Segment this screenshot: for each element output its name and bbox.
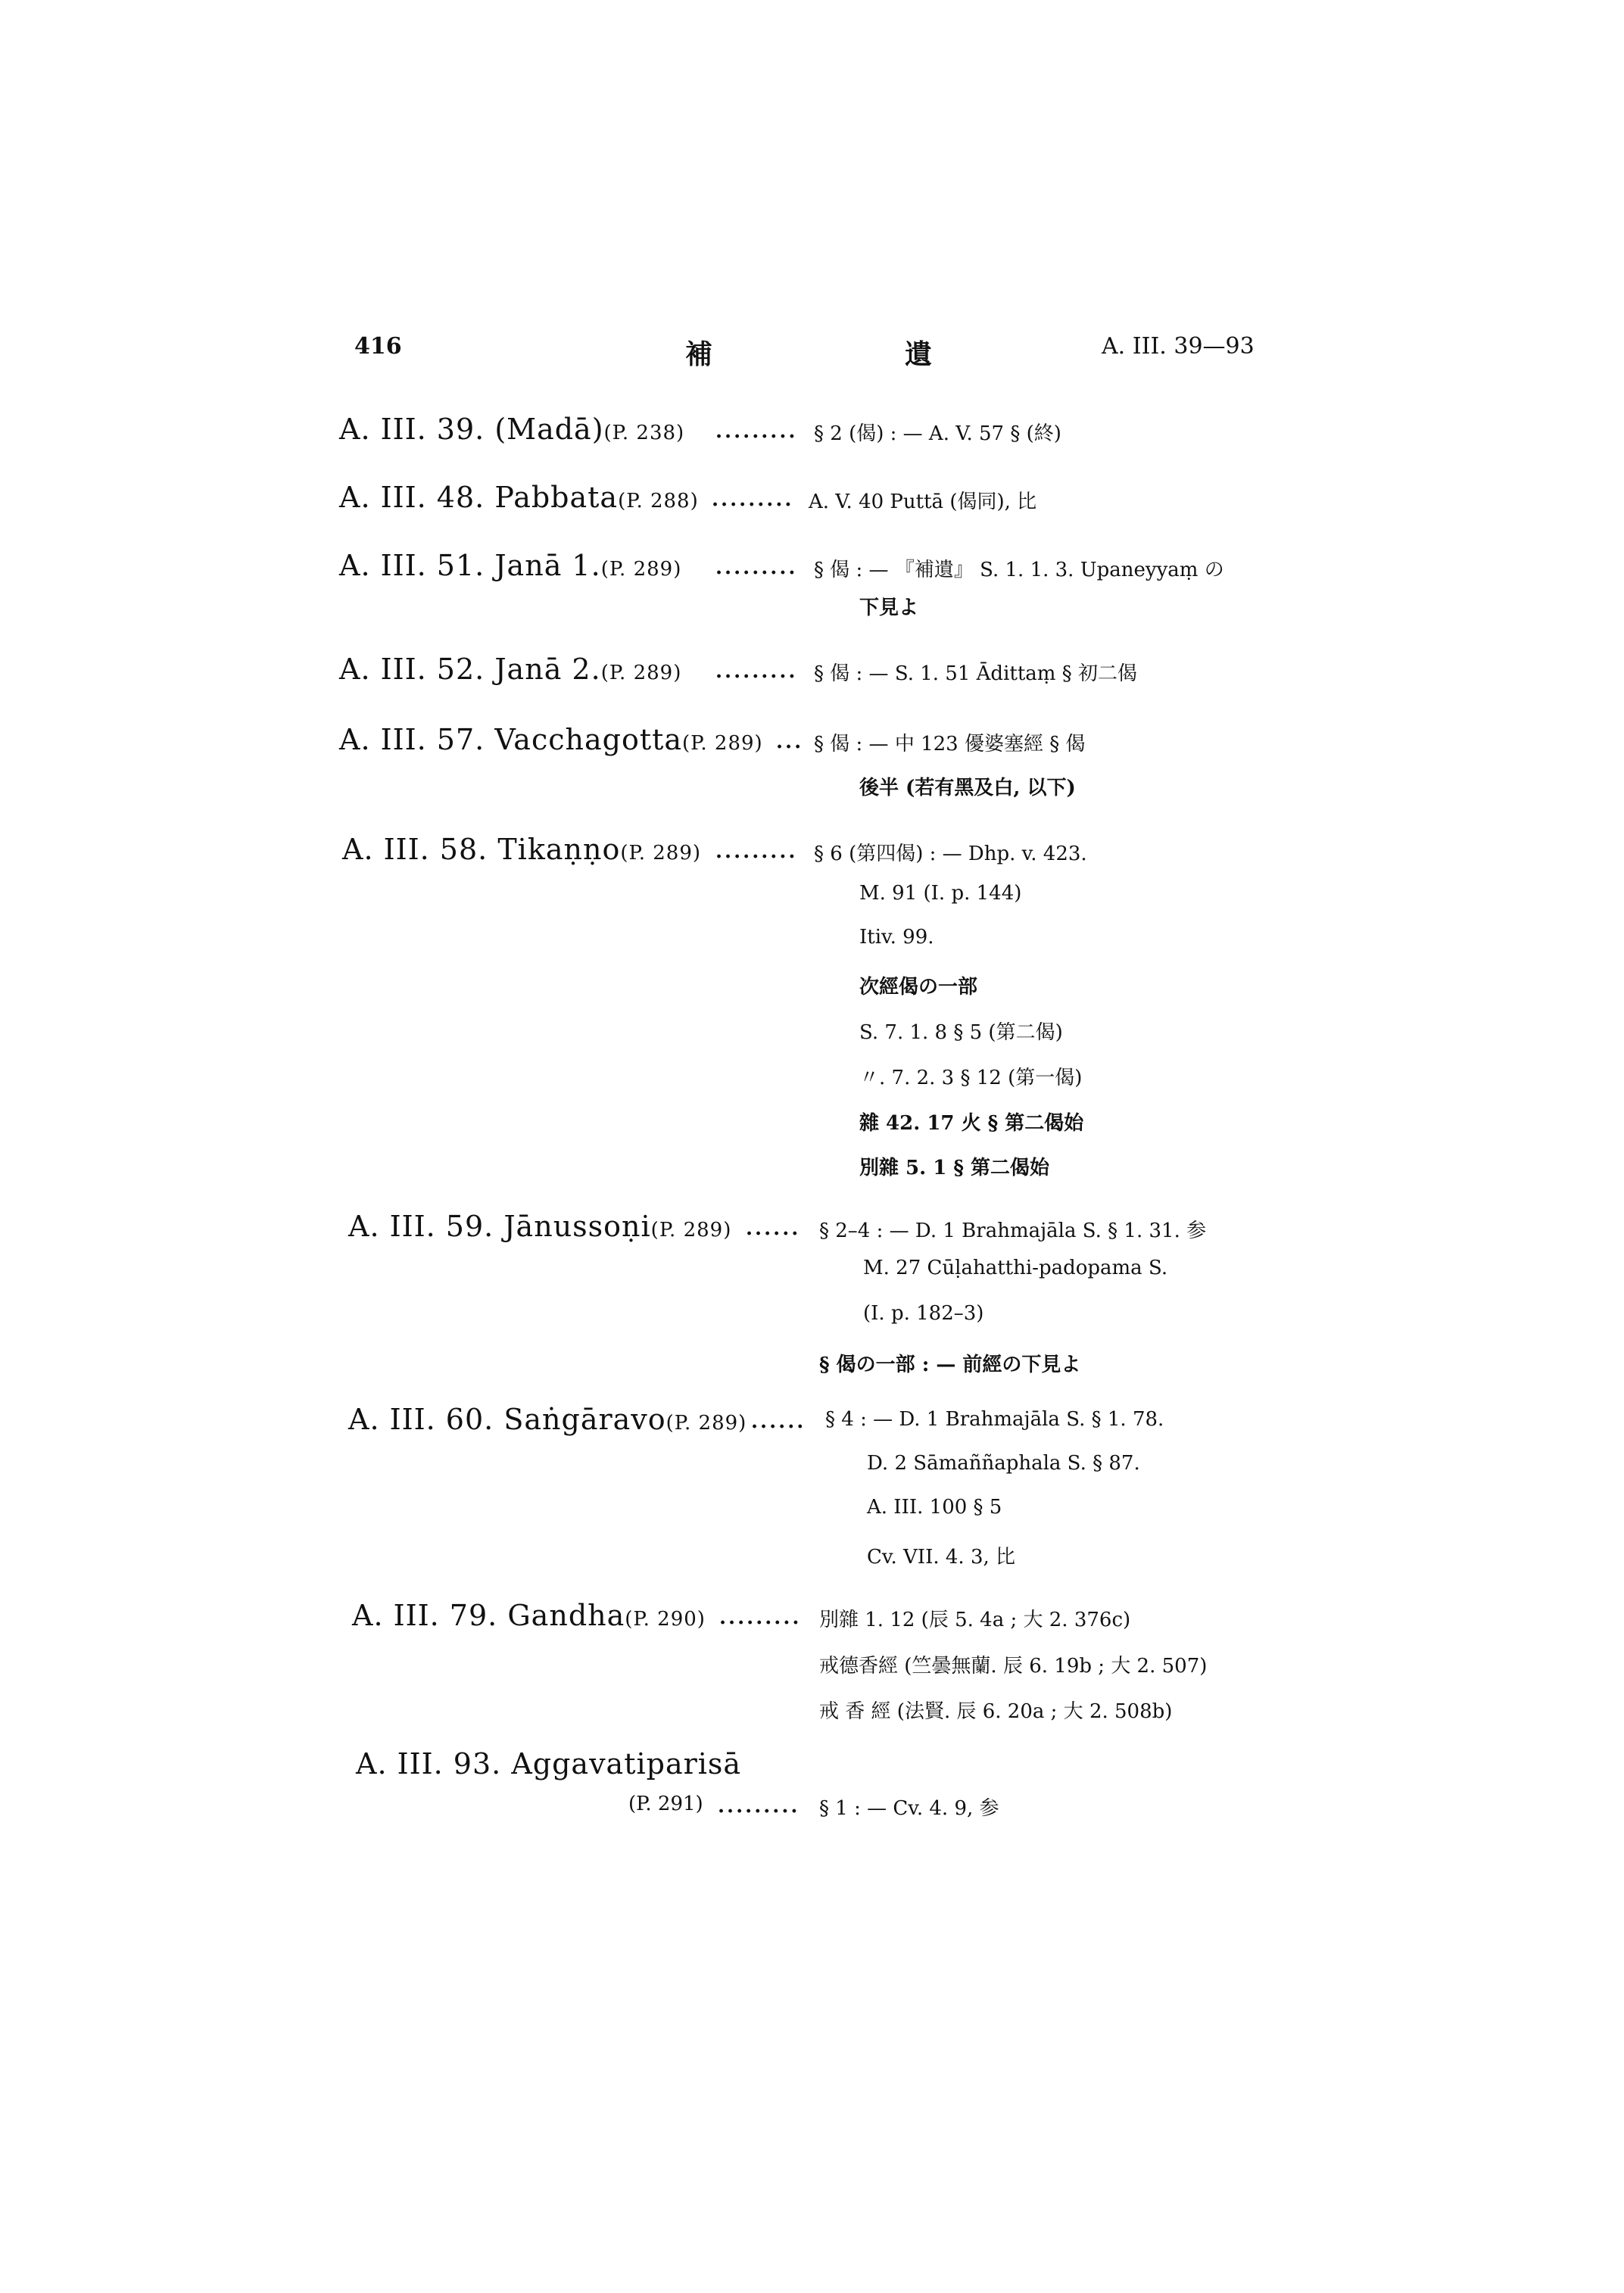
entry-page: (P. 289) xyxy=(650,1219,732,1242)
entry-line: D. 2 Sāmaññaphala S. § 87. xyxy=(867,1452,1140,1475)
entry-line: 雜 42. 17 火 § 第二偈始 xyxy=(859,1112,1084,1135)
entry-line: § 4 : — D. 1 Brahmajāla S. § 1. 78. xyxy=(825,1408,1164,1431)
entry-line: § 1 : — Cv. 4. 9, 参 xyxy=(819,1797,999,1820)
entry-page: (P. 289) xyxy=(600,662,682,684)
entry-line: 下見よ xyxy=(859,597,919,619)
entry-page: (P. 290) xyxy=(625,1608,706,1631)
entry-ref: A. III. 79. xyxy=(352,1599,498,1632)
entry-dots: ......... xyxy=(715,660,798,683)
entry-dots: ......... xyxy=(712,488,794,511)
entry-line: (I. p. 182–3) xyxy=(863,1302,984,1325)
entry-line: M. 27 Cūḷahatthi-padopama S. xyxy=(863,1257,1168,1279)
entry-ref: A. III. 59. xyxy=(348,1210,494,1243)
entry-line: Itiv. 99. xyxy=(859,926,934,949)
entry-name: Tikaṇṇo xyxy=(497,833,621,866)
entry-dots: ......... xyxy=(715,420,798,443)
entry-dots: ...... xyxy=(746,1217,801,1240)
entry-line: M. 91 (I. p. 144) xyxy=(859,882,1022,905)
entry-page: (P. 289) xyxy=(665,1412,747,1435)
entry-line: A. III. 100 § 5 xyxy=(867,1496,1002,1519)
entry-ref: A. III. 93. xyxy=(356,1747,502,1781)
entry-dots: ......... xyxy=(718,1795,800,1818)
entry-line: § 偈 : — 『補遺』 S. 1. 1. 3. Upaneyyaṃ の xyxy=(814,559,1224,581)
entry-dots: ......... xyxy=(719,1606,802,1629)
entry-ref: A. III. 57. xyxy=(339,723,485,756)
entry-line: 後半 (若有黑及白, 以下) xyxy=(859,777,1076,799)
entry-ref: A. III. 48. xyxy=(339,481,485,514)
entry-name: Pabbata xyxy=(494,481,619,514)
entry-ref: A. III. 39. xyxy=(339,413,485,446)
entry-ref: A. III. 60. xyxy=(348,1403,494,1436)
header-title-right: 遺 xyxy=(905,338,933,370)
entry-page: (P. 289) xyxy=(600,558,682,581)
entry-dots: ......... xyxy=(715,840,798,863)
entry-dots: ... xyxy=(776,731,804,753)
entry-page: (P. 291) xyxy=(628,1793,703,1815)
entry-line: 次經偈の一部 xyxy=(859,976,978,999)
entry-line: § 偈 : — 中 123 優婆塞經 § 偈 xyxy=(814,733,1086,756)
entry-page: (P. 289) xyxy=(620,842,702,865)
entry-ref: A. III. 51. xyxy=(339,549,485,582)
entry-line: 別雜 5. 1 § 第二偈始 xyxy=(859,1157,1050,1179)
entry-line: S. 7. 1. 8 § 5 (第二偈) xyxy=(859,1021,1063,1044)
entry-name: (Madā) xyxy=(494,413,604,446)
entry-line: § 6 (第四偈) : — Dhp. v. 423. xyxy=(814,843,1087,865)
entry-ref: A. III. 52. xyxy=(339,653,485,686)
entry-line: 〃. 7. 2. 3 § 12 (第一偈) xyxy=(859,1067,1083,1089)
entry-name: Jānussoṇi xyxy=(503,1210,651,1243)
entry-line: § 2 (偈) : — A. V. 57 § (終) xyxy=(814,422,1061,445)
entry-line: 戒 香 經 (法賢. 辰 6. 20a ; 大 2. 508b) xyxy=(819,1700,1173,1723)
entry-line: § 偈の一部 : — 前經の下見よ xyxy=(819,1354,1081,1376)
entry-line: 別雜 1. 12 (辰 5. 4a ; 大 2. 376c) xyxy=(819,1609,1131,1631)
entry-name: Aggavatiparisā xyxy=(511,1747,742,1781)
entry-name: Janā 1. xyxy=(494,549,601,582)
header-title-left: 補 xyxy=(685,338,713,370)
entry-dots: ......... xyxy=(715,556,798,579)
entry-name: Vacchagotta xyxy=(494,723,683,756)
entry-line: § 偈 : — S. 1. 51 Ādittaṃ § 初二偈 xyxy=(814,662,1137,685)
entry-name: Janā 2. xyxy=(494,653,601,686)
entry-line: Cv. VII. 4. 3, 比 xyxy=(867,1546,1016,1569)
entry-page: (P. 289) xyxy=(682,732,763,755)
entry-line: A. V. 40 Puttā (偈同), 比 xyxy=(809,491,1037,513)
entry-ref: A. III. 58. xyxy=(342,833,488,866)
entry-page: (P. 288) xyxy=(618,490,699,512)
entry-name: Saṅgāravo xyxy=(503,1403,666,1436)
entry-line: 戒德香經 (竺曇無蘭. 辰 6. 19b ; 大 2. 507) xyxy=(819,1655,1208,1678)
entry-dots: ...... xyxy=(751,1410,806,1433)
entry-page: (P. 238) xyxy=(603,422,685,444)
header-range: A. III. 39—93 xyxy=(1102,333,1255,360)
entry-line: § 2–4 : — D. 1 Brahmajāla S. § 1. 31. 参 xyxy=(819,1220,1207,1242)
entry-name: Gandha xyxy=(507,1599,625,1632)
page-number: 416 xyxy=(354,333,402,360)
